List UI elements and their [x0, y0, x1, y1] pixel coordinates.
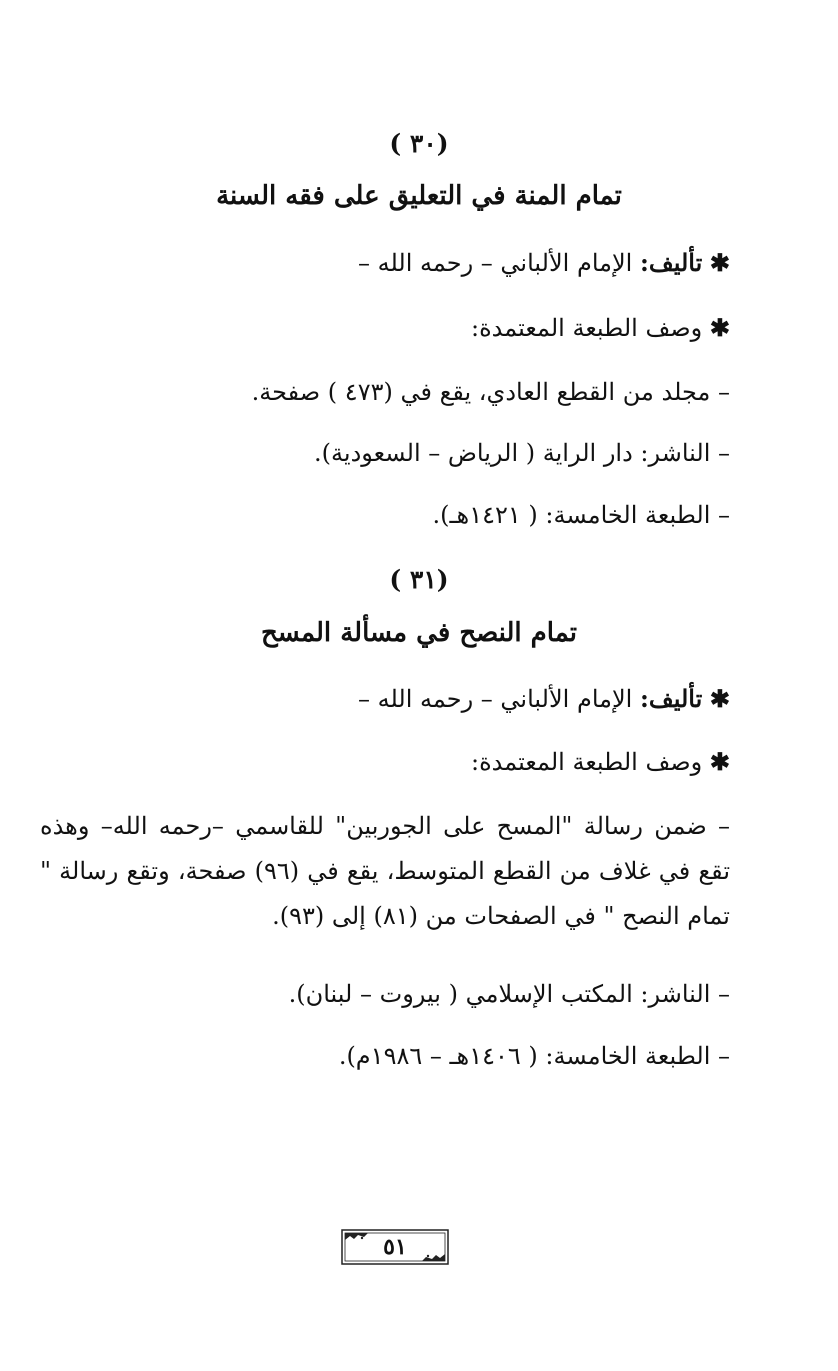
entry-title: تمام النصح في مسألة المسح: [261, 618, 577, 648]
author-line: [358, 247, 730, 279]
author-label: تأليف:: [640, 248, 703, 277]
detail-line: – مجلد من القطع العادي، يقع في (٤٧٣ ) صفحة.: [251, 378, 730, 406]
bullet-icon: ✱: [709, 684, 730, 713]
edition-heading-line: [471, 746, 730, 778]
detail-line: – الطبعة الخامسة: ( ١٤٢١هـ).: [432, 501, 730, 529]
page-number-frame: [340, 1228, 450, 1266]
bullet-icon: ✱: [709, 313, 730, 342]
edition-heading-line: [471, 312, 730, 344]
entry-title: تمام المنة في التعليق على فقه السنة: [216, 181, 622, 211]
detail-line: – الطبعة الخامسة: ( ١٤٠٦هـ – ١٩٨٦م).: [338, 1042, 730, 1070]
entry-number: (٣١ ): [389, 565, 449, 594]
author-label: تأليف:: [640, 684, 703, 713]
detail-line: – الناشر: المكتب الإسلامي ( بيروت – لبنان).: [288, 980, 730, 1008]
bullet-icon: ✱: [709, 747, 730, 776]
edition-heading: وصف الطبعة المعتمدة:: [471, 314, 703, 342]
page-number: ٥١: [383, 1234, 407, 1260]
entry-number: (٣٠ ): [389, 129, 449, 158]
author-name: الإمام الألباني – رحمه الله –: [357, 685, 633, 713]
author-line: [358, 683, 730, 715]
edition-heading: وصف الطبعة المعتمدة:: [471, 748, 703, 776]
detail-line: – الناشر: دار الراية ( الرياض – السعودية).: [314, 439, 730, 467]
author-name: الإمام الألباني – رحمه الله –: [357, 249, 633, 277]
description-paragraph: – ضمن رسالة "المسح على الجوربين" للقاسمي –رحمه الله– وهذه تقع في غلاف من القطع المتوسط، يقع في (٩٦) صفحة، وتقع رسالة " تمام النصح " في الصفحات من (٨١) إلى (٩٣).: [40, 812, 731, 930]
bullet-icon: ✱: [709, 248, 730, 277]
